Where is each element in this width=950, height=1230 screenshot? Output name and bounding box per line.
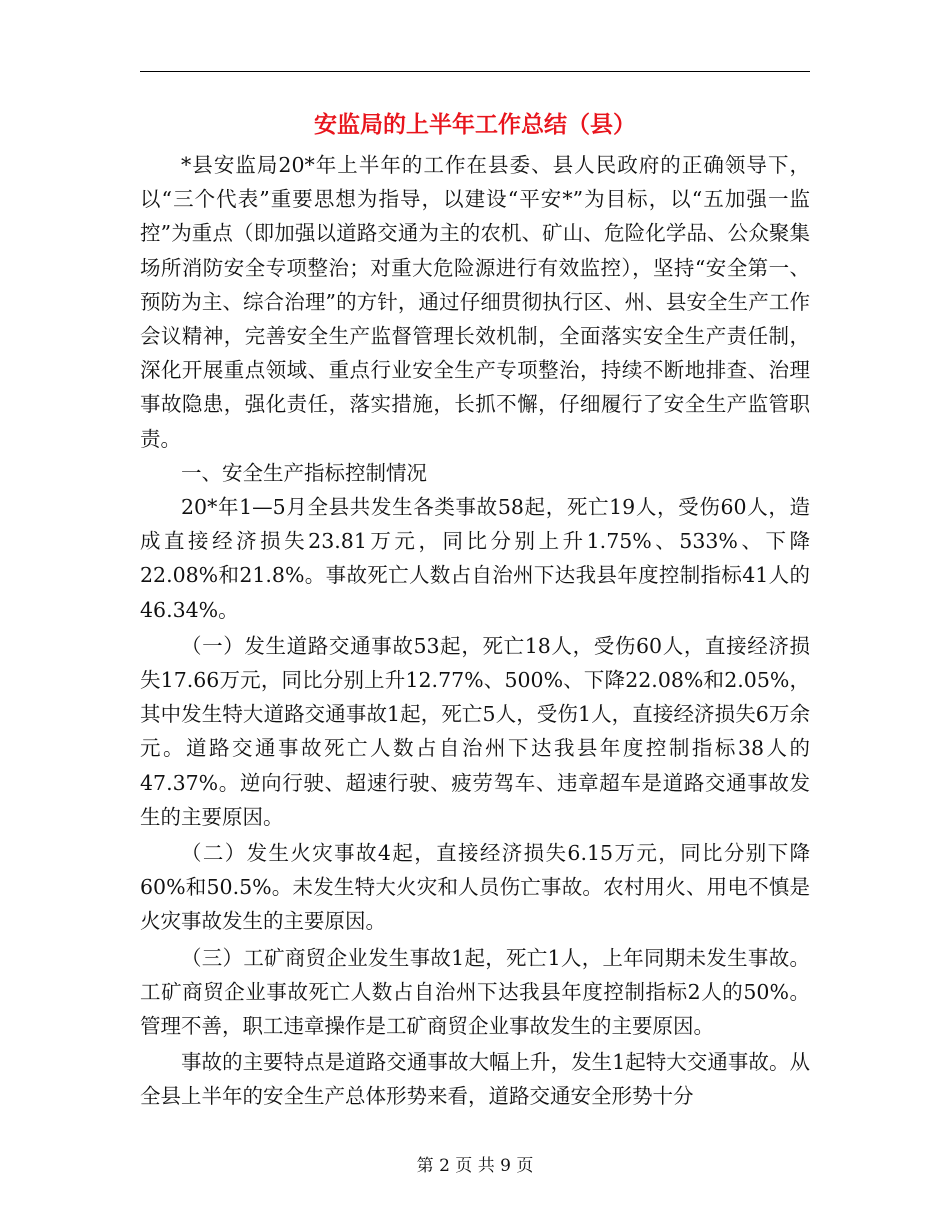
header-rule: [140, 71, 810, 72]
paragraph-fire: （二）发生火灾事故4起，直接经济损失6.15万元，同比分别下降60%和50.5%。未发生特大火灾和人员伤亡事故。农村用火、用电不慎是火灾事故发生的主要原因。: [140, 841, 810, 934]
document-title: 安监局的上半年工作总结（县）: [314, 112, 636, 138]
paragraph-overview: 20*年1—5月全县共发生各类事故58起，死亡19人，受伤60人，造成直接经济损失23.81万元，同比分别上升1.75%、533%、下降22.08%和21.8%。事故死亡人数占自治州下达我县年度控制指标41人的46.34%。: [140, 495, 810, 622]
paragraph-road-traffic: （一）发生道路交通事故53起，死亡18人，受伤60人，直接经济损失17.66万元，同比分别上升12.77%、500%、下降22.08%和2.05%，其中发生特大道路交通事故1起，死亡5人，受伤1人，直接经济损失6万余元。道路交通事故死亡人数占自治州下达我县年度控制指标38人的47.37%。逆向行驶、超速行驶、疲劳驾车、违章超车是道路交通事故发生的主要原因。: [140, 633, 810, 829]
paragraph-industrial: （三）工矿商贸企业发生事故1起，死亡1人，上年同期未发生事故。工矿商贸企业事故死亡人数占自治州下达我县年度控制指标2人的50%。管理不善，职工违章操作是工矿商贸企业事故发生的主要原因。: [140, 945, 810, 1039]
section-heading-1: 一、安全生产指标控制情况: [181, 460, 427, 485]
paragraph-intro: *县安监局20*年上半年的工作在县委、县人民政府的正确领导下，以“三个代表”重要思想为指导，以建设“平安*”为目标，以“五加强一监控”为重点（即加强以道路交通为主的农机、矿山、危险化学品、公众聚集场所消防安全专项整治；对重大危险源进行有效监控），坚持“安全第一、预防为主、综合治理”的方针，通过仔细贯彻执行区、州、县安全生产工作会议精神，完善安全生产监督管理长效机制，全面落实安全生产责任制，深化开展重点领域、重点行业安全生产专项整治，持续不断地排查、治理事故隐患，强化责任，落实措施，长抓不懈，仔细履行了安全生产监管职责。: [140, 153, 810, 451]
document-body: [140, 148, 810, 1114]
paragraph-summary: 事故的主要特点是道路交通事故大幅上升，发生1起特大交通事故。从全县上半年的安全生产总体形势来看，道路交通安全形势十分: [140, 1050, 810, 1109]
page-number-footer: 第 2 页 共 9 页: [416, 1156, 534, 1176]
